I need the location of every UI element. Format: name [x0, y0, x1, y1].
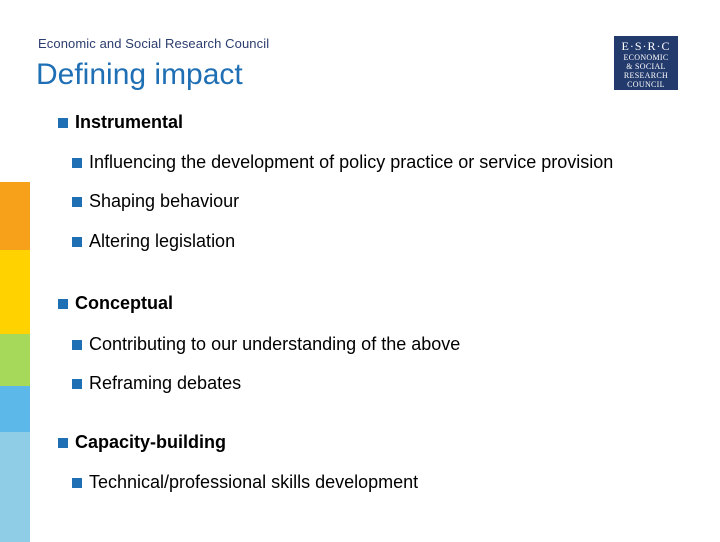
sub-bullet-label: Reframing debates: [89, 373, 242, 393]
bullet-square: [72, 158, 82, 168]
bullet-label: Conceptual: [75, 293, 174, 313]
org-name: Economic and Social Research Council: [38, 36, 270, 51]
sidebar-bar-orange: [0, 182, 30, 250]
bullet-label: Capacity-building: [75, 432, 227, 452]
bullet-square: [72, 340, 82, 350]
sub-bullet-label: Contributing to our understanding of the above: [89, 334, 461, 354]
sidebar-bar-blue: [0, 386, 30, 432]
bullet-square: [58, 118, 68, 128]
sub-bullet: [72, 191, 239, 212]
logo-line: & SOCIAL: [626, 62, 666, 71]
sub-bullet: [72, 334, 460, 355]
logo-line: COUNCIL: [627, 80, 665, 89]
slide-title: Defining impact: [36, 58, 243, 91]
esrc-logo: [614, 36, 678, 90]
bullet-capacity-building: [58, 432, 226, 453]
bullet-instrumental: [58, 112, 183, 133]
sidebar-color-bars: [0, 182, 30, 542]
bullet-square: [72, 237, 82, 247]
sub-bullet: [72, 373, 241, 394]
sub-bullet-label: Altering legislation: [89, 231, 236, 251]
bullet-square: [72, 379, 82, 389]
logo-line: ECONOMIC: [623, 53, 669, 62]
sub-bullet: [72, 231, 235, 252]
bullet-square: [58, 299, 68, 309]
sidebar-bar-yellow: [0, 250, 30, 334]
bullet-label: Instrumental: [75, 112, 184, 132]
sub-bullet-label: Shaping behaviour: [89, 191, 240, 211]
logo-acronym: E·S·R·C: [621, 39, 671, 53]
sidebar-bar-lightblue: [0, 432, 30, 542]
sub-bullet: [72, 152, 613, 173]
bullet-square: [72, 478, 82, 488]
bullet-square: [72, 197, 82, 207]
logo-line: RESEARCH: [623, 71, 669, 80]
sub-bullet: [72, 472, 418, 493]
bullet-square: [58, 438, 68, 448]
sub-bullet-label: Technical/professional skills development: [89, 472, 419, 492]
bullet-conceptual: [58, 293, 173, 314]
sub-bullet-label: Influencing the development of policy practice or service provision: [89, 152, 614, 172]
sidebar-bar-green: [0, 334, 30, 386]
